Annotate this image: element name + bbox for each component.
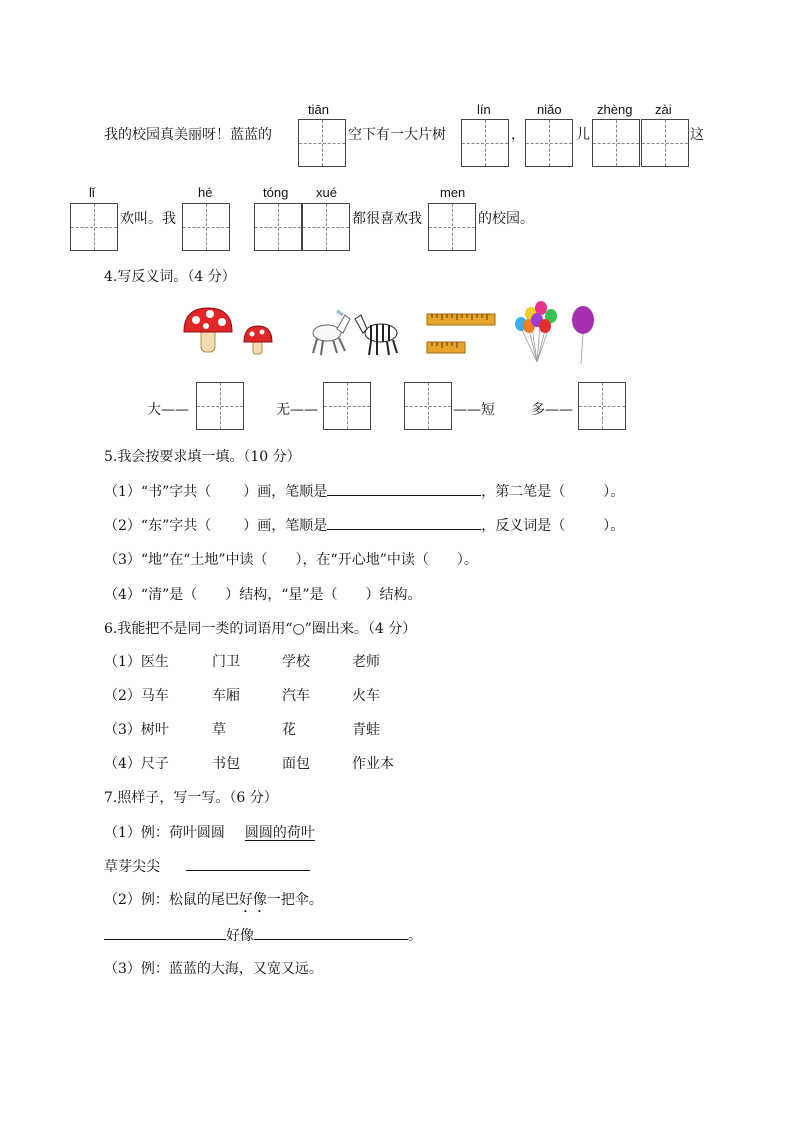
q5-item-4: （4）“清”是（ ）结构，“星”是（ ）结构。 bbox=[104, 587, 422, 603]
q7-task-1-blank[interactable] bbox=[186, 856, 310, 871]
q5-item-1-a: （1）“书”字共（ bbox=[104, 484, 212, 500]
stroke-order-blank-1[interactable] bbox=[327, 481, 481, 496]
writing-box-antonym-4[interactable] bbox=[578, 382, 626, 430]
q6-row-4-col-4[interactable]: 作业本 bbox=[352, 756, 394, 772]
q7-task-2-mid: 好像 bbox=[226, 928, 254, 944]
writing-box-zai[interactable] bbox=[641, 119, 689, 167]
q7-task-1-label: 草芽尖尖 bbox=[104, 859, 160, 875]
q7-task-2 bbox=[104, 925, 422, 945]
antonym-duan: ——短 bbox=[453, 402, 495, 418]
q5-item-2-a: （2）“东”字共（ bbox=[104, 518, 212, 534]
q7-task-1 bbox=[104, 856, 310, 876]
writing-box-lin[interactable] bbox=[461, 119, 509, 167]
pinyin-tian: tiān bbox=[308, 102, 329, 117]
q6-row-1-col-3[interactable]: 学校 bbox=[282, 654, 310, 670]
q6-row-1-col-4[interactable]: 老师 bbox=[352, 654, 380, 670]
q3-line2-text2: 都很喜欢我 bbox=[352, 211, 422, 227]
q7-example-2-prefix: （2）例：松鼠的尾巴 bbox=[104, 892, 239, 908]
rulers-image bbox=[426, 312, 496, 356]
q5-item-1-c: ，第二笔是（ bbox=[481, 484, 566, 500]
q7-example-2 bbox=[104, 889, 323, 916]
q7-task-2-end: 。 bbox=[408, 928, 422, 944]
stroke-order-blank-2[interactable] bbox=[327, 515, 481, 530]
horse-zebra-image bbox=[305, 305, 405, 359]
pinyin-zheng: zhèng bbox=[597, 102, 633, 117]
q3-line1-text2: 空下有一大片树 bbox=[348, 127, 446, 143]
q6-row-4-col-1: （4）尺子 bbox=[104, 756, 169, 772]
q7-example-1-answer: 圆圆的荷叶 bbox=[244, 825, 315, 841]
writing-box-antonym-3[interactable] bbox=[404, 382, 452, 430]
pinyin-he: hé bbox=[198, 185, 213, 200]
writing-box-niao[interactable] bbox=[525, 119, 573, 167]
writing-box-xue[interactable] bbox=[302, 203, 350, 251]
writing-box-men[interactable] bbox=[428, 203, 476, 251]
q7-example-3: （3）例：蓝蓝的大海，又宽又远。 bbox=[104, 961, 323, 977]
q5-item-2-b: ）画，笔顺是 bbox=[243, 518, 328, 534]
pinyin-lin: lín bbox=[477, 102, 491, 117]
q7-title: 7.照样子，写一写。（6 分） bbox=[104, 790, 278, 806]
q7-example-1 bbox=[104, 822, 315, 842]
pinyin-tong: tóng bbox=[263, 185, 289, 200]
q5-item-1-b: ）画，笔顺是 bbox=[243, 484, 328, 500]
q5-item-2-d: ）。 bbox=[603, 518, 625, 534]
q4-title: 4.写反义词。（4 分） bbox=[104, 269, 236, 285]
q7-example-1-prefix: （1）例：荷叶圆圆 bbox=[104, 825, 225, 841]
q5-item-1-d: ）。 bbox=[603, 484, 625, 500]
pinyin-niao: niǎo bbox=[537, 102, 562, 117]
q7-task-2-blank-2[interactable] bbox=[254, 925, 408, 940]
q6-row-2-col-3[interactable]: 汽车 bbox=[282, 688, 310, 704]
balloons-image bbox=[507, 296, 603, 368]
q3-line1-text5: 这 bbox=[690, 127, 704, 143]
q6-title: 6.我能把不是同一类的词语用“○”圈出来。（4 分） bbox=[104, 621, 417, 637]
q6-row-2-col-1: （2）马车 bbox=[104, 688, 169, 704]
q6-row-3-col-2[interactable]: 草 bbox=[212, 722, 226, 738]
q3-line1-text4: 儿 bbox=[576, 127, 590, 143]
writing-box-li[interactable] bbox=[70, 203, 118, 251]
q6-row-2-col-4[interactable]: 火车 bbox=[352, 688, 380, 704]
q5-item-2 bbox=[104, 515, 624, 535]
q6-row-3-col-3[interactable]: 花 bbox=[282, 722, 296, 738]
writing-box-tian[interactable] bbox=[298, 119, 346, 167]
antonym-duo: 多—— bbox=[531, 402, 573, 418]
writing-box-he[interactable] bbox=[182, 203, 230, 251]
q5-item-1 bbox=[104, 481, 624, 501]
q7-example-2-emphasis: 好像 bbox=[238, 892, 267, 908]
q5-item-3: （3）“地”在“土地”中读（ ），在“开心地”中读（ ）。 bbox=[104, 552, 478, 568]
q6-row-4-col-2[interactable]: 书包 bbox=[212, 756, 240, 772]
antonym-da: 大—— bbox=[147, 402, 189, 418]
q5-title: 5.我会按要求填一填。（10 分） bbox=[104, 449, 301, 465]
mushrooms-image bbox=[180, 302, 280, 358]
q6-row-2-col-2[interactable]: 车厢 bbox=[212, 688, 240, 704]
writing-box-antonym-2[interactable] bbox=[323, 382, 371, 430]
q3-line1-text1: 我的校园真美丽呀！蓝蓝的 bbox=[104, 127, 272, 143]
pinyin-men: men bbox=[440, 185, 466, 200]
q3-line2-text1: 欢叫。我 bbox=[120, 211, 176, 227]
pinyin-xue: xué bbox=[316, 185, 337, 200]
q3-line1-comma: ， bbox=[511, 127, 525, 143]
q3-line2-text3: 的校园。 bbox=[478, 211, 534, 227]
writing-box-tong[interactable] bbox=[254, 203, 302, 251]
pinyin-li: lǐ bbox=[89, 185, 95, 200]
writing-box-zheng[interactable] bbox=[592, 119, 640, 167]
writing-box-antonym-1[interactable] bbox=[196, 382, 244, 430]
pinyin-zai: zài bbox=[655, 102, 672, 117]
q6-row-3-col-4[interactable]: 青蛙 bbox=[352, 722, 380, 738]
antonym-wu: 无—— bbox=[276, 402, 318, 418]
q7-task-2-blank-1[interactable] bbox=[104, 925, 226, 940]
q6-row-4-col-3[interactable]: 面包 bbox=[282, 756, 310, 772]
q6-row-1-col-2[interactable]: 门卫 bbox=[212, 654, 240, 670]
q6-row-1-col-1: （1）医生 bbox=[104, 654, 169, 670]
q6-row-3-col-1: （3）树叶 bbox=[104, 722, 169, 738]
q7-example-2-suffix: 一把伞。 bbox=[266, 892, 323, 908]
q5-item-2-c: ，反义词是（ bbox=[481, 518, 566, 534]
